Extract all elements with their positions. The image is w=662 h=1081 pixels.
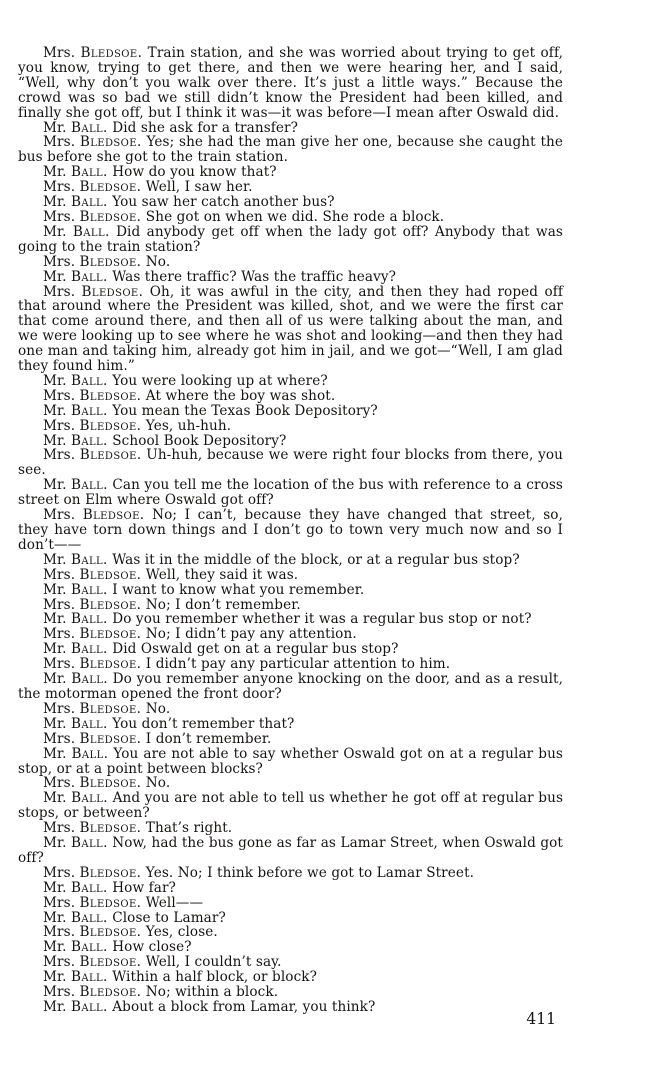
speaker-surname: Ball. [71, 790, 108, 807]
dialogue-paragraph [18, 657, 563, 672]
dialogue-paragraph [18, 970, 563, 985]
speaker-name [43, 611, 108, 627]
dialogue-text: Do you remember anyone knocking on the door, and as a result, the motorman opened the front door? [18, 671, 564, 702]
dialogue-paragraph [18, 374, 563, 389]
speaker-surname: Ball. [70, 939, 108, 956]
speaker-title: Mrs. [43, 283, 76, 300]
speaker-surname: Bledsoe. [82, 507, 145, 524]
speaker-surname: Bledsoe. [79, 387, 142, 404]
speaker-name [43, 597, 141, 613]
dialogue-text: Did anybody get off when the lady got off? Anybody that was going to the train station? [18, 223, 563, 255]
speaker-surname: Ball. [70, 268, 108, 285]
speaker-name [43, 477, 108, 493]
speaker-surname: Bledsoe. [81, 283, 144, 300]
dialogue-text: You mean the Texas Book Depository? [112, 402, 378, 419]
speaker-title: Mr. [43, 939, 67, 956]
speaker-name [43, 790, 108, 806]
dialogue-paragraph [18, 135, 563, 165]
dialogue-text: How close? [112, 939, 192, 956]
speaker-title: Mrs. [43, 387, 76, 404]
speaker-title: Mrs. [43, 45, 76, 61]
dialogue-text: Yes; she had the man give her one, because she caught the bus before she got to the train station. [18, 134, 564, 166]
speaker-name [43, 552, 108, 568]
dialogue-text: You were looking up at where? [112, 372, 328, 389]
speaker-title: Mr. [43, 432, 67, 449]
dialogue-text: Well, I saw her. [145, 179, 253, 196]
speaker-name [43, 835, 108, 851]
speaker-title: Mr. [43, 611, 67, 628]
dialogue-text: Did Oswald get on at a regular bus stop? [112, 641, 399, 658]
dialogue-paragraph [18, 940, 563, 955]
dialogue-text: Well, I couldn’t say. [145, 954, 282, 971]
dialogue-text: Train station, and she was worried about trying to get off, you know, trying to get there, and then we were hearing her, and I said, “Well, why don’t you walk over there. It’s just a little ways.” Because the crowd was so bad we still didn’t know the President had been killed, and finally she got off, but I think it was—it was before—I mean after Oswald did. [18, 45, 564, 121]
speaker-name [43, 209, 141, 225]
dialogue-text: I want to know what you remember. [112, 581, 365, 598]
speaker-name [43, 45, 142, 61]
speaker-surname: Ball. [70, 909, 108, 926]
speaker-surname: Ball. [70, 432, 108, 449]
speaker-name [43, 433, 108, 449]
dialogue-text: Close to Lamar? [112, 909, 226, 926]
dialogue-text: I don’t remember. [145, 730, 272, 747]
speaker-title: Mr. [43, 223, 67, 240]
dialogue-paragraph [18, 508, 563, 553]
speaker-title: Mrs. [43, 924, 76, 941]
speaker-name [43, 939, 108, 955]
dialogue-paragraph [18, 210, 563, 225]
dialogue-paragraph [18, 866, 563, 881]
dialogue-text: No. [145, 775, 171, 792]
dialogue-paragraph [18, 568, 563, 583]
speaker-title: Mr. [43, 268, 67, 285]
page-number: 411 [526, 1010, 556, 1028]
speaker-title: Mr. [43, 551, 67, 568]
speaker-name [43, 567, 141, 583]
speaker-surname: Ball. [71, 745, 109, 762]
speaker-title: Mr. [43, 581, 67, 598]
speaker-title: Mrs. [43, 134, 76, 151]
speaker-name [43, 716, 108, 732]
speaker-surname: Ball. [70, 999, 108, 1015]
dialogue-text: Yes, uh-huh. [145, 417, 232, 434]
speaker-surname: Bledsoe. [79, 894, 142, 911]
speaker-name [43, 284, 143, 300]
dialogue-paragraph [18, 911, 563, 926]
speaker-name [43, 984, 141, 1000]
dialogue-text: No. [145, 253, 171, 270]
dialogue-paragraph [18, 598, 563, 613]
speaker-title: Mrs. [43, 820, 76, 837]
speaker-name [43, 969, 108, 985]
dialogue-text: Oh, it was awful in the city, and then they had roped off that around where the President was killed, shot, and we were the first car that come around there, and then all of us were talking about the man, and we were looking up to see where he was shot and looking—and then they had one man and taking him, already got him in jail, and we got—“Well, I am glad they found him.” [18, 283, 564, 375]
speaker-name [43, 656, 141, 672]
dialogue-text: Well—— [145, 894, 204, 911]
dialogue-paragraph [18, 553, 563, 568]
speaker-surname: Ball. [70, 969, 108, 986]
dialogue-paragraph [18, 583, 563, 598]
speaker-title: Mr. [43, 909, 67, 926]
dialogue-text: At where the boy was shot. [145, 387, 336, 404]
speaker-surname: Ball. [71, 477, 108, 494]
speaker-name [43, 373, 108, 389]
dialogue-text: You don’t remember that? [112, 715, 295, 732]
speaker-surname: Bledsoe. [79, 417, 142, 434]
speaker-surname: Bledsoe. [79, 954, 142, 971]
dialogue-text: And you are not able to tell us whether he got off at regular bus stops, or between? [18, 790, 564, 822]
dialogue-paragraph [18, 285, 563, 374]
dialogue-paragraph [18, 881, 563, 896]
speaker-title: Mr. [43, 477, 67, 494]
speaker-name [43, 895, 141, 911]
dialogue-text: Did she ask for a transfer? [112, 119, 299, 136]
dialogue-paragraph [18, 836, 563, 866]
dialogue-text: Within a half block, or block? [112, 969, 318, 986]
dialogue-text: School Book Depository? [112, 432, 287, 449]
speaker-surname: Bledsoe. [80, 45, 143, 61]
speaker-name [43, 626, 141, 642]
dialogue-paragraph [18, 419, 563, 434]
dialogue-paragraph [18, 642, 563, 657]
dialogue-text: Uh-huh, because we were right four blocks from there, you see. [18, 447, 564, 479]
speaker-title: Mr. [43, 745, 67, 762]
speaker-surname: Ball. [70, 402, 108, 419]
speaker-title: Mrs. [43, 179, 76, 196]
speaker-title: Mr. [43, 402, 67, 419]
speaker-title: Mrs. [43, 253, 76, 270]
speaker-name [43, 507, 145, 523]
speaker-name [43, 671, 108, 687]
speaker-surname: Bledsoe. [79, 730, 142, 747]
speaker-title: Mr. [43, 969, 67, 986]
dialogue-text: Do you remember whether it was a regular bus stop or not? [112, 611, 532, 628]
speaker-name [43, 224, 110, 240]
speaker-name [43, 388, 141, 404]
speaker-name [43, 641, 108, 657]
transcript [18, 46, 563, 1015]
dialogue-paragraph [18, 448, 563, 478]
speaker-name [43, 120, 108, 136]
dialogue-paragraph [18, 955, 563, 970]
dialogue-text: No; within a block. [145, 984, 279, 1001]
speaker-surname: Bledsoe. [79, 447, 142, 464]
dialogue-text: You saw her catch another bus? [112, 194, 335, 211]
speaker-surname: Bledsoe. [79, 924, 142, 941]
speaker-surname: Ball. [70, 581, 108, 598]
speaker-title: Mr. [43, 879, 67, 896]
speaker-title: Mrs. [43, 984, 76, 1001]
dialogue-paragraph [18, 255, 563, 270]
speaker-name [43, 194, 108, 210]
dialogue-text: You are not able to say whether Oswald got on at a regular bus stop, or at a point between blocks? [18, 745, 564, 777]
dialogue-paragraph [18, 225, 563, 255]
dialogue-text: About a block from Lamar, you think? [112, 999, 376, 1015]
dialogue-text: No; I don’t remember. [145, 596, 301, 613]
speaker-surname: Ball. [70, 372, 108, 389]
speaker-surname: Bledsoe. [79, 626, 142, 643]
speaker-surname: Ball. [72, 223, 110, 240]
dialogue-text: No. [145, 700, 171, 717]
speaker-title: Mrs. [43, 507, 76, 524]
dialogue-text: Was there traffic? Was the traffic heavy? [112, 268, 397, 285]
dialogue-paragraph [18, 717, 563, 732]
dialogue-paragraph [18, 434, 563, 449]
speaker-title: Mrs. [43, 596, 76, 613]
speaker-title: Mr. [43, 835, 67, 852]
speaker-title: Mr. [43, 372, 67, 389]
speaker-title: Mrs. [43, 566, 76, 583]
speaker-surname: Bledsoe. [79, 864, 142, 881]
speaker-title: Mr. [43, 715, 67, 732]
dialogue-text: She got on when we did. She rode a block. [145, 208, 445, 225]
dialogue-paragraph [18, 791, 563, 821]
dialogue-text: Can you tell me the location of the bus with reference to a cross street on Elm where Oswald got off? [18, 477, 564, 509]
speaker-name [43, 403, 108, 419]
speaker-name [43, 775, 141, 791]
speaker-surname: Ball. [71, 671, 109, 688]
speaker-surname: Ball. [70, 879, 108, 896]
speaker-name [43, 924, 141, 940]
speaker-surname: Bledsoe. [79, 775, 142, 792]
dialogue-text: That’s right. [145, 820, 233, 837]
speaker-title: Mrs. [43, 864, 76, 881]
speaker-surname: Bledsoe. [79, 208, 142, 225]
dialogue-text: Yes. No; I think before we got to Lamar Street. [145, 864, 475, 881]
dialogue-text: Now, had the bus gone as far as Lamar Street, when Oswald got off? [18, 835, 563, 866]
dialogue-text: How do you know that? [112, 164, 277, 181]
dialogue-paragraph [18, 776, 563, 791]
dialogue-text: Yes, close. [145, 924, 218, 941]
speaker-surname: Ball. [70, 641, 108, 658]
dialogue-paragraph [18, 404, 563, 419]
dialogue-paragraph [18, 165, 563, 180]
speaker-name [43, 910, 108, 926]
dialogue-paragraph [18, 627, 563, 642]
speaker-title: Mr. [43, 641, 67, 658]
speaker-name [43, 164, 108, 180]
speaker-surname: Ball. [71, 835, 108, 852]
speaker-surname: Bledsoe. [79, 656, 142, 673]
speaker-title: Mrs. [43, 626, 76, 643]
dialogue-paragraph [18, 672, 563, 702]
speaker-name [43, 731, 141, 747]
speaker-surname: Bledsoe. [79, 566, 142, 583]
speaker-title: Mr. [43, 790, 67, 807]
speaker-surname: Bledsoe. [79, 984, 142, 1001]
speaker-title: Mrs. [43, 700, 76, 717]
speaker-name [43, 269, 108, 285]
dialogue-paragraph [18, 180, 563, 195]
speaker-name [43, 820, 141, 836]
dialogue-paragraph [18, 389, 563, 404]
dialogue-paragraph [18, 925, 563, 940]
dialogue-text: Well, they said it was. [145, 566, 299, 583]
speaker-name [43, 880, 108, 896]
speaker-surname: Bledsoe. [79, 179, 142, 196]
speaker-name [43, 746, 108, 762]
dialogue-paragraph [18, 702, 563, 717]
speaker-title: Mrs. [43, 954, 76, 971]
speaker-surname: Ball. [70, 164, 108, 181]
dialogue-paragraph [18, 478, 563, 508]
speaker-surname: Bledsoe. [79, 820, 142, 837]
speaker-title: Mrs. [43, 447, 76, 464]
dialogue-paragraph [18, 896, 563, 911]
speaker-title: Mr. [43, 119, 67, 136]
speaker-title: Mr. [43, 671, 67, 688]
speaker-title: Mrs. [43, 208, 76, 225]
speaker-title: Mr. [43, 164, 67, 181]
speaker-surname: Bledsoe. [79, 134, 142, 151]
speaker-surname: Bledsoe. [79, 596, 142, 613]
dialogue-paragraph [18, 46, 563, 121]
speaker-name [43, 701, 141, 717]
dialogue-text: No; I didn’t pay any attention. [145, 626, 357, 643]
speaker-surname: Ball. [70, 611, 108, 628]
dialogue-paragraph [18, 195, 563, 210]
speaker-title: Mrs. [43, 775, 76, 792]
dialogue-paragraph [18, 747, 563, 777]
dialogue-paragraph [18, 612, 563, 627]
speaker-name [43, 954, 141, 970]
speaker-title: Mrs. [43, 894, 76, 911]
speaker-surname: Bledsoe. [79, 253, 142, 270]
speaker-title: Mrs. [43, 417, 76, 434]
dialogue-text: I didn’t pay any particular attention to him. [145, 656, 451, 673]
speaker-name [43, 134, 142, 150]
speaker-name [43, 254, 141, 270]
dialogue-text: How far? [112, 879, 176, 896]
speaker-name [43, 582, 108, 598]
dialogue-paragraph [18, 270, 563, 285]
dialogue-paragraph [18, 985, 563, 1000]
speaker-surname: Ball. [70, 119, 108, 136]
speaker-name [43, 418, 141, 434]
speaker-surname: Ball. [70, 551, 108, 568]
dialogue-text: Was it in the middle of the block, or at a regular bus stop? [112, 551, 520, 568]
speaker-title: Mr. [43, 194, 67, 211]
speaker-surname: Ball. [70, 194, 108, 211]
speaker-name [43, 447, 142, 463]
speaker-title: Mr. [43, 999, 67, 1015]
speaker-surname: Ball. [70, 715, 108, 732]
speaker-surname: Bledsoe. [79, 700, 142, 717]
speaker-name [43, 865, 141, 881]
dialogue-text: No; I can’t, because they have changed that street, so, they have torn down things and I don’t go to town very much now and so I don’t—— [18, 507, 564, 553]
dialogue-paragraph [18, 121, 563, 136]
speaker-name [43, 179, 141, 195]
speaker-title: Mrs. [43, 656, 76, 673]
dialogue-paragraph [18, 732, 563, 747]
dialogue-paragraph [18, 821, 563, 836]
speaker-title: Mrs. [43, 730, 76, 747]
